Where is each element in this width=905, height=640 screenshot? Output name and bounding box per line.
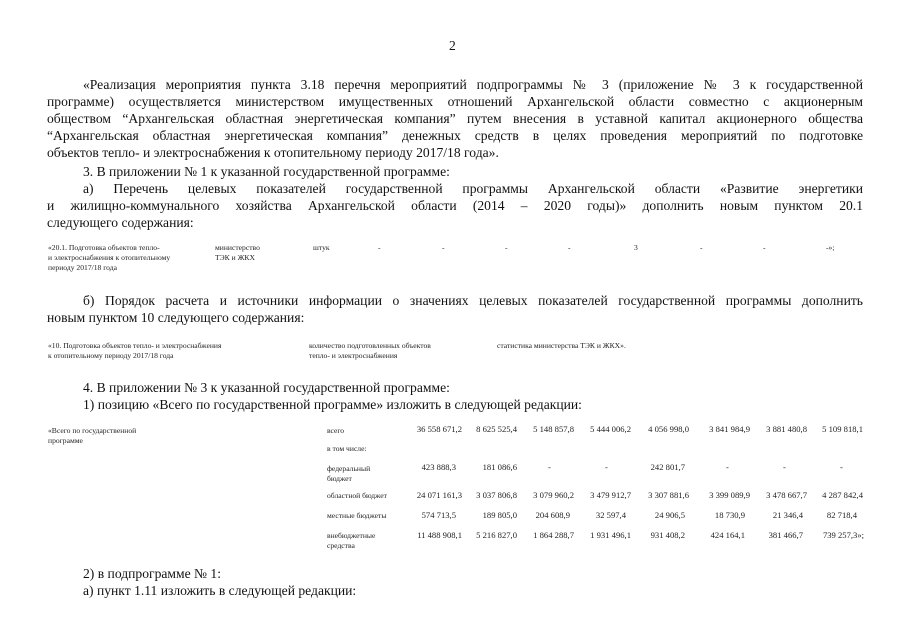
paragraph-line: объектов тепло- и электроснабжения к отопительному периоду 2017/18 года». bbox=[47, 145, 499, 160]
table-cell: тепло- и электроснабжения bbox=[309, 351, 398, 360]
table-cell: 931 408,2 bbox=[650, 530, 685, 540]
page-number: 2 bbox=[449, 38, 456, 53]
table-cell: периоду 2017/18 года bbox=[48, 263, 117, 272]
table-cell: «20.1. Подготовка объектов тепло- bbox=[48, 243, 160, 252]
paragraph-line: обществом “Архангельская областная энергетическая компания” путем внесения в уставной капитал акционерного общества bbox=[47, 111, 863, 126]
table-cell: «10. Подготовка объектов тепло- и электроснабжения bbox=[48, 341, 222, 350]
table-cell: 3 478 667,7 bbox=[766, 490, 807, 500]
table-cell: 5 444 006,2 bbox=[590, 424, 631, 434]
table-cell: 739 257,3»; bbox=[822, 530, 864, 540]
table-cell: - bbox=[442, 243, 445, 252]
table-cell: 11 488 908,1 bbox=[417, 530, 462, 540]
item-3-heading: 3. В приложении № 1 к указанной государственной программе: bbox=[83, 164, 450, 179]
table-cell: 424 164,1 bbox=[710, 530, 745, 540]
table-cell: 1 864 288,7 bbox=[533, 530, 574, 540]
paragraph-line: и жилищно-коммунального хозяйства Архангельской области (2014 – 2020 годы)» дополнить новым пунктом 20.1 bbox=[47, 198, 863, 213]
table-cell: министерство bbox=[215, 243, 260, 252]
table-cell: программе bbox=[48, 436, 83, 445]
table-cell: штук bbox=[313, 243, 330, 252]
row-label: бюджет bbox=[327, 474, 352, 483]
table-cell: - bbox=[505, 243, 508, 252]
paragraph-line: «Реализация мероприятия пункта 3.18 перечня мероприятий подпрограммы № 3 (приложение № 3 к государственной bbox=[83, 77, 863, 92]
row-label: федеральный bbox=[327, 464, 371, 473]
table-cell: 24 906,5 bbox=[654, 510, 685, 520]
table-cell: 5 216 827,0 bbox=[476, 530, 517, 540]
table-cell: к отопительному периоду 2017/18 года bbox=[48, 351, 174, 360]
table-cell: 32 597,4 bbox=[595, 510, 626, 520]
item-4-2-a-heading: а) пункт 1.11 изложить в следующей редакции: bbox=[83, 583, 357, 598]
table-cell: 3 479 912,7 bbox=[590, 490, 631, 500]
table-cell: ТЭК и ЖКХ bbox=[215, 253, 255, 262]
item-4-heading: 4. В приложении № 3 к указанной государственной программе: bbox=[83, 380, 450, 395]
table-cell: 204 608,9 bbox=[535, 510, 570, 520]
table-cell: 5 109 818,1 bbox=[822, 424, 863, 434]
table-cell: 242 801,7 bbox=[650, 462, 685, 472]
table-cell: - bbox=[840, 462, 843, 472]
table-cell: - bbox=[605, 462, 608, 472]
table-cell: 1 931 496,1 bbox=[590, 530, 631, 540]
table-cell: 3 399 089,9 bbox=[709, 490, 750, 500]
table-cell: 3 881 480,8 bbox=[766, 424, 807, 434]
table-cell: 82 718,4 bbox=[826, 510, 857, 520]
table-cell: - bbox=[568, 243, 571, 252]
table-cell: - bbox=[726, 462, 729, 472]
table-cell: 3 bbox=[634, 243, 638, 252]
row-label: в том числе: bbox=[327, 444, 367, 453]
row-label: внебюджетные bbox=[327, 531, 376, 540]
item-4-1-heading: 1) позицию «Всего по государственной программе» изложить в следующей редакции: bbox=[83, 397, 582, 412]
paragraph-line: новым пунктом 10 следующего содержания: bbox=[47, 310, 305, 325]
table-cell: 381 466,7 bbox=[768, 530, 803, 540]
table-cell: 423 888,3 bbox=[421, 462, 456, 472]
table-cell: «Всего по государственной bbox=[48, 426, 137, 435]
table-cell: - bbox=[700, 243, 703, 252]
paragraph-line: следующего содержания: bbox=[47, 215, 194, 230]
table-cell: - bbox=[548, 462, 551, 472]
item-4-2-heading: 2) в подпрограмме № 1: bbox=[83, 566, 221, 581]
table-cell: - bbox=[763, 243, 766, 252]
table-cell: 3 079 960,2 bbox=[533, 490, 574, 500]
row-label: областной бюджет bbox=[327, 491, 387, 500]
row-label: местные бюджеты bbox=[327, 511, 387, 520]
table-cell: - bbox=[783, 462, 786, 472]
table-cell: 36 558 671,2 bbox=[416, 424, 462, 434]
table-cell: 8 625 525,4 bbox=[476, 424, 517, 434]
table-cell: - bbox=[378, 243, 381, 252]
table-cell: 5 148 857,8 bbox=[533, 424, 574, 434]
table-cell: количество подготовленных объектов bbox=[309, 341, 431, 350]
table-cell: 181 086,6 bbox=[482, 462, 517, 472]
table-cell: 21 346,4 bbox=[772, 510, 803, 520]
table-cell: 189 805,0 bbox=[482, 510, 517, 520]
table-cell: -»; bbox=[826, 243, 835, 252]
table-cell: статистика министерства ТЭК и ЖКХ». bbox=[497, 341, 626, 350]
table-cell: 24 071 161,3 bbox=[416, 490, 462, 500]
table-cell: 574 713,5 bbox=[421, 510, 456, 520]
paragraph-line: б) Порядок расчета и источники информации о значениях целевых показателей государственной программы дополнить bbox=[83, 293, 863, 308]
table-cell: 4 056 998,0 bbox=[648, 424, 689, 434]
paragraph-line: программе) осуществляется министерством имущественных отношений Архангельской области совместно с акционерным bbox=[47, 94, 863, 109]
table-cell: 18 730,9 bbox=[714, 510, 745, 520]
table-cell: 3 307 881,6 bbox=[648, 490, 689, 500]
table-cell: 4 287 842,4 bbox=[822, 490, 863, 500]
paragraph-line: а) Перечень целевых показателей государственной программы Архангельской области «Развитие энергетики bbox=[83, 181, 863, 196]
row-label: средства bbox=[327, 541, 355, 550]
paragraph-line: “Архангельская областная энергетическая компания” денежных средств в целях проведения мероприятий по подготовке bbox=[47, 128, 863, 143]
table-cell: 3 037 806,8 bbox=[476, 490, 517, 500]
table-cell: и электроснабжения к отопительному bbox=[48, 253, 171, 262]
table-cell: 3 841 984,9 bbox=[709, 424, 750, 434]
row-label: всего bbox=[327, 426, 345, 435]
